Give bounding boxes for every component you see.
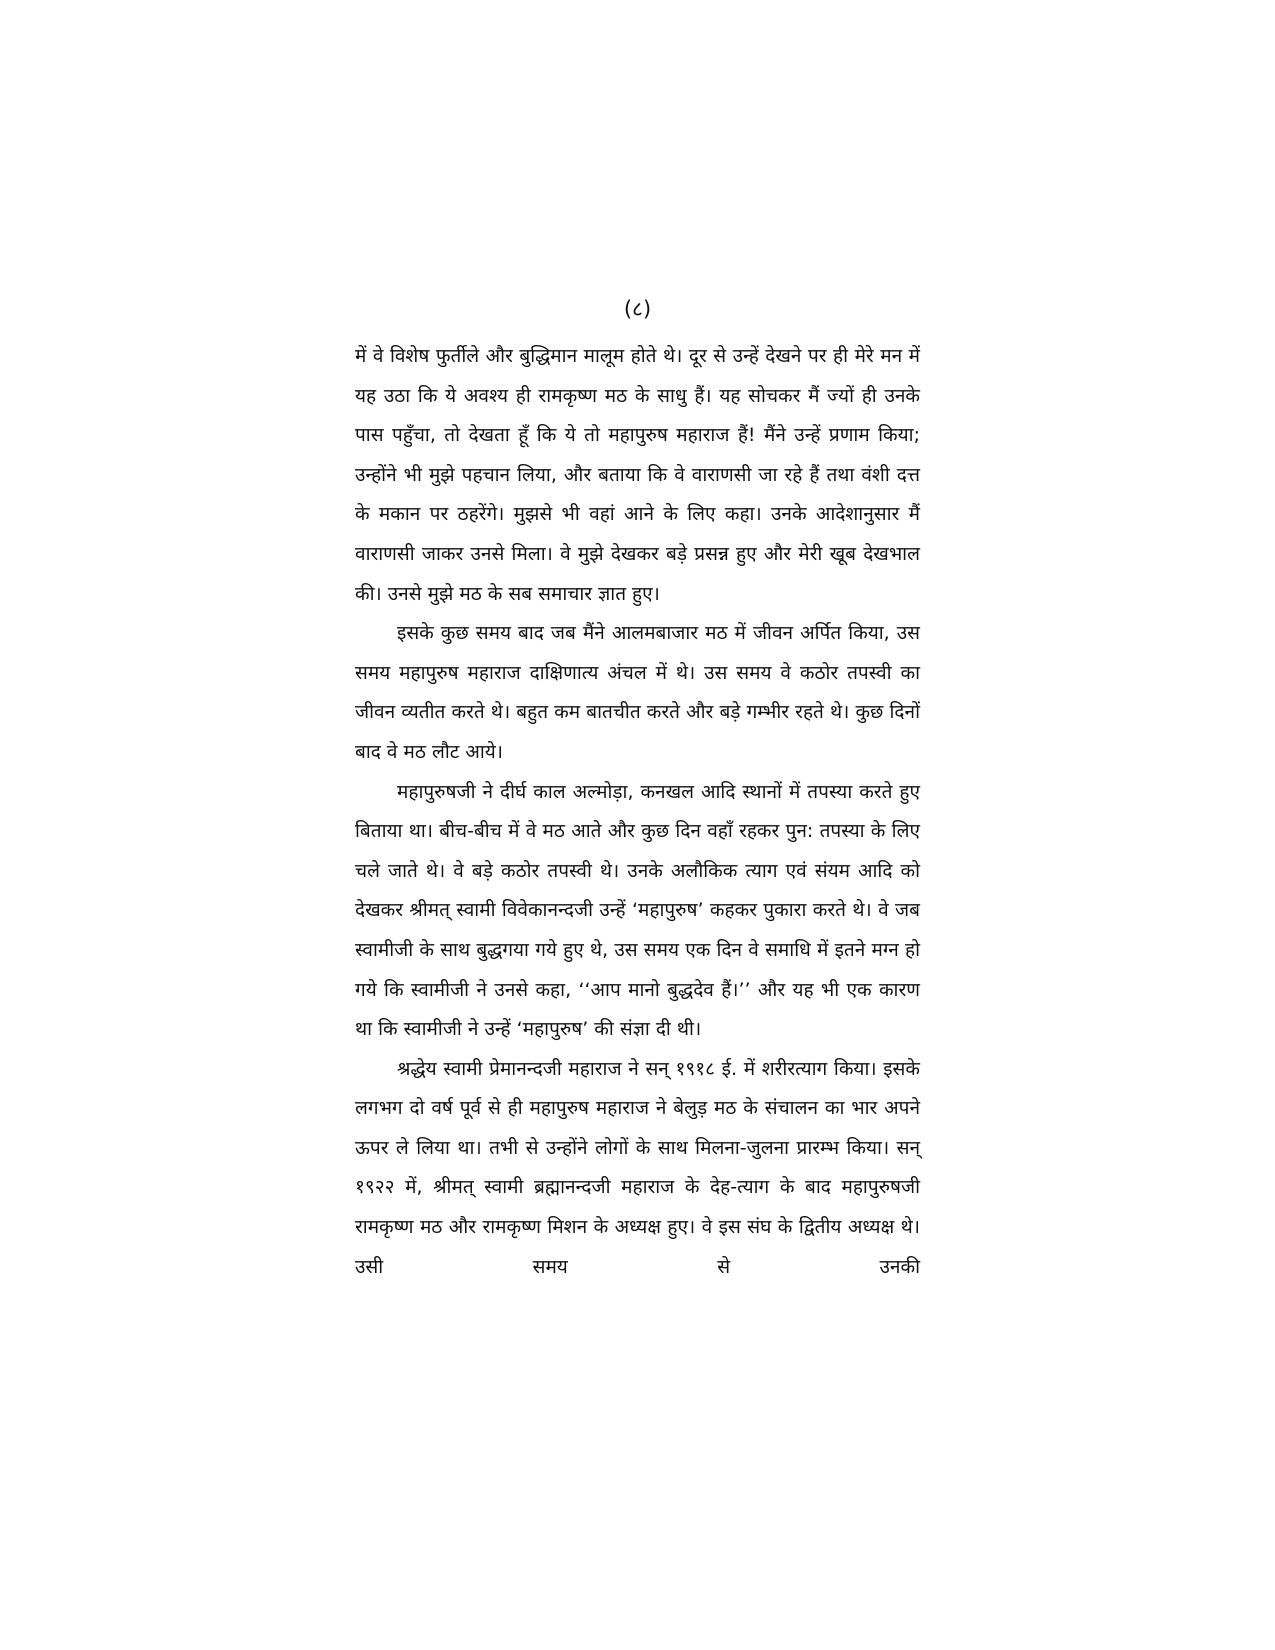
paragraph-4: श्रद्धेय स्वामी प्रेमानन्दजी महाराज ने सन् १९१८ ई. में शरीरत्याग किया। इसके लगभग दो वर्ष पूर्व से ही महापुरुष महाराज ने बेलुड़ मठ के संचालन का भार अपने ऊपर ले लिया था। तभी से उन्होंने लोगों के साथ मिलना-जुलना प्रारम्भ किया। सन् १९२२ में, श्रीमत् स्वामी ब्रह्मानन्दजी महाराज के देह-त्याग के बाद महापुरुषजी रामकृष्ण मठ और रामकृष्ण मिशन के अध्यक्ष हुए। वे इस संघ के द्वितीय अध्यक्ष थे। उसी समय से उनकी [355,1057,920,1278]
paragraph-2: इसके कुछ समय बाद जब मैंने आलमबाजार मठ में जीवन अर्पित किया, उस समय महापुरुष महाराज दाक्षिणात्य अंचल में थे। उस समय वे कठोर तपस्वी का जीवन व्यतीत करते थे। बहुत कम बातचीत करते और बड़े गम्भीर रहते थे। कुछ दिनों बाद वे मठ लौट आये। [355,622,920,763]
paragraph-3: महापुरुषजी ने दीर्घ काल अल्मोड़ा, कनखल आदि स्थानों में तपस्या करते हुए बिताया था। बीच-बीच में वे मठ आते और कुछ दिन वहाँ रहकर पुन: तपस्या के लिए चले जाते थे। वे बड़े कठोर तपस्वी थे। उनके अलौकिक त्याग एवं संयम आदि को देखकर श्रीमत् स्वामी विवेकानन्दजी उन्हें ‘महापुरुष’ कहकर पुकारा करते थे। वे जब स्वामीजी के साथ बुद्धगया गये हुए थे, उस समय एक दिन वे समाधि में इतने मग्न हो गये कि स्वामीजी ने उनसे कहा, ‘‘आप मानो बुद्धदेव हैं।’’ और यह भी एक कारण था कि स्वामीजी ने उन्हें ‘महापुरुष’ की संज्ञा दी थी। [355,780,920,1041]
paragraph-1: में वे विशेष फुर्तीले और बुद्धिमान मालूम होते थे। दूर से उन्हें देखने पर ही मेरे मन में यह उठा कि ये अवश्य ही रामकृष्ण मठ के साधु हैं। यह सोचकर मैं ज्यों ही उनके पास पहुँचा, तो देखता हूँ कि ये तो महापुरुष महाराज हैं! मैंने उन्हें प्रणाम किया; उन्होंने भी मुझे पहचान लिया, और बताया कि वे वाराणसी जा रहे हैं तथा वंशी दत्त के मकान पर ठहरेंगे। मुझसे भी वहां आने के लिए कहा। उनके आदेशानुसार मैं वाराणसी जाकर उनसे मिला। वे मुझे देखकर बड़े प्रसन्न हुए और मेरी खूब देखभाल की। उनसे मुझे मठ के सब समाचार ज्ञात हुए। [355,345,920,605]
body-text [355,337,920,1287]
page-number: (८) [623,297,652,321]
